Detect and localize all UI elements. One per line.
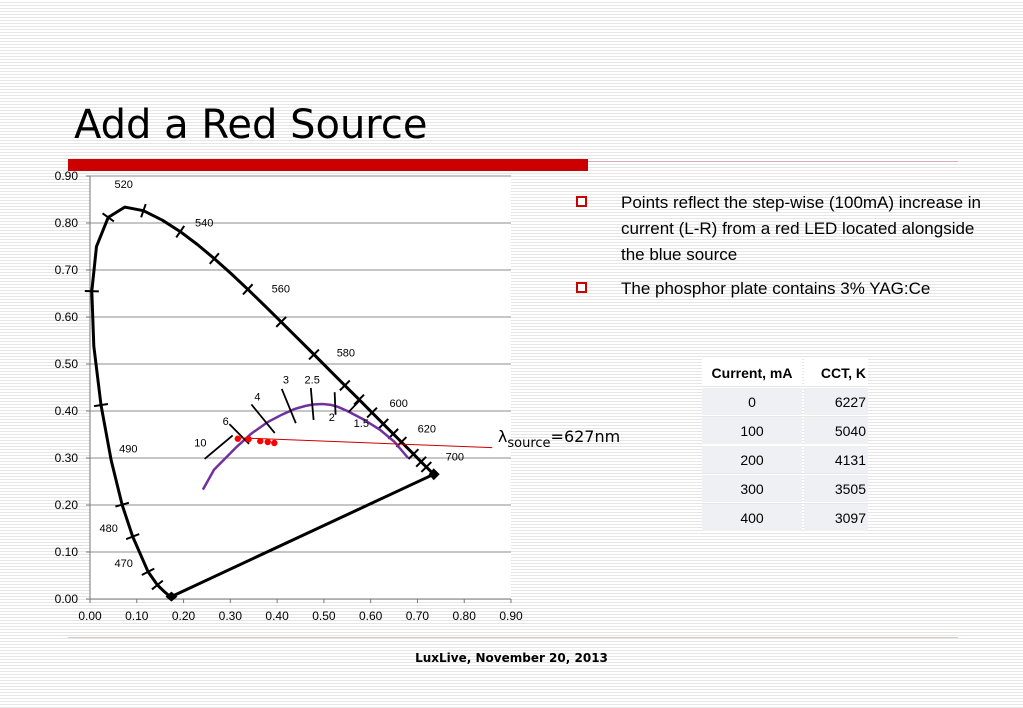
lambda-source-annotation	[498, 427, 620, 451]
cct-label: 6	[222, 416, 229, 429]
cct-label: 1.5	[353, 417, 369, 430]
cell-current: 0	[702, 388, 802, 415]
wavelength-label: 520	[114, 178, 133, 191]
y-tick-label: 0.80	[54, 216, 78, 230]
bullet-list	[575, 190, 995, 310]
red-led-point	[245, 436, 251, 442]
cell-cct: 3505	[804, 475, 868, 502]
bullet-square-icon	[576, 282, 587, 293]
wavelength-label: 480	[99, 522, 118, 535]
x-tick-label: 0.60	[358, 609, 383, 623]
red-led-point	[257, 438, 263, 444]
bullet-square-icon	[576, 196, 587, 207]
y-tick-label: 0.40	[54, 404, 78, 418]
red-led-point	[235, 436, 241, 442]
table-header-row	[702, 359, 868, 386]
header-current: Current, mA	[702, 359, 802, 386]
cell-cct: 3097	[804, 504, 868, 531]
y-tick-label: 0.70	[54, 263, 78, 277]
lambda-symbol: λ	[497, 427, 508, 447]
x-tick-label: 0.90	[499, 609, 523, 623]
y-tick-label: 0.60	[54, 310, 78, 324]
cell-current: 300	[702, 475, 802, 502]
x-tick-label: 0.20	[171, 609, 196, 623]
cct-label: 3	[282, 374, 290, 387]
x-tick-label: 0.80	[452, 609, 476, 623]
y-tick-label: 0.30	[54, 451, 78, 465]
cell-cct: 4131	[804, 446, 868, 473]
y-tick-label: 0.90	[54, 169, 78, 183]
y-tick-label: 0.10	[54, 545, 78, 559]
wavelength-label: 490	[119, 443, 138, 456]
wavelength-label: 600	[389, 398, 408, 411]
page-title: Add a Red Source	[74, 102, 428, 148]
footer-text: LuxLive, November 20, 2013	[415, 651, 608, 665]
lambda-value: =627nm	[550, 427, 621, 447]
x-tick-label: 0.30	[218, 609, 243, 623]
cell-cct: 6227	[804, 388, 868, 415]
footer-divider	[68, 637, 958, 638]
wavelength-label: 540	[194, 217, 214, 230]
header-cct: CCT, K	[804, 359, 868, 386]
cell-current: 100	[702, 417, 802, 444]
cell-current: 200	[702, 446, 802, 473]
table-row	[702, 388, 868, 415]
wavelength-label: 620	[417, 423, 436, 436]
cell-current: 400	[702, 504, 802, 531]
current-cct-table	[700, 357, 870, 533]
cct-label: 2	[328, 411, 335, 424]
bullet-item	[575, 276, 995, 302]
cct-label: 2.5	[304, 374, 320, 387]
cct-label: 4	[254, 391, 261, 404]
wavelength-label: 700	[445, 451, 465, 464]
red-led-point	[265, 439, 271, 445]
wavelength-label: 560	[271, 283, 291, 296]
x-tick-label: 0.00	[78, 609, 102, 623]
y-tick-label: 0.20	[54, 498, 78, 512]
y-tick-label: 0.50	[54, 357, 78, 371]
x-tick-label: 0.70	[405, 609, 430, 623]
cell-cct: 5040	[804, 417, 868, 444]
table-row	[702, 446, 868, 473]
table-row	[702, 475, 868, 502]
x-tick-label: 0.10	[125, 609, 149, 623]
wavelength-label: 580	[336, 347, 356, 360]
cct-label: 10	[194, 437, 207, 450]
bullet-text: Points reflect the step-wise (100mA) increase in current (L-R) from a red LED located alongside the blue source	[621, 193, 981, 264]
red-led-point	[271, 440, 277, 446]
bullet-text: The phosphor plate contains 3% YAG:Ce	[621, 279, 931, 298]
x-tick-label: 0.40	[265, 609, 289, 623]
bullet-item	[575, 190, 995, 268]
wavelength-label: 470	[114, 558, 133, 571]
x-tick-label: 0.50	[312, 609, 336, 623]
table-row	[702, 417, 868, 444]
table-row	[702, 504, 868, 531]
y-tick-label: 0.00	[54, 592, 78, 606]
lambda-subscript: source	[507, 436, 551, 452]
